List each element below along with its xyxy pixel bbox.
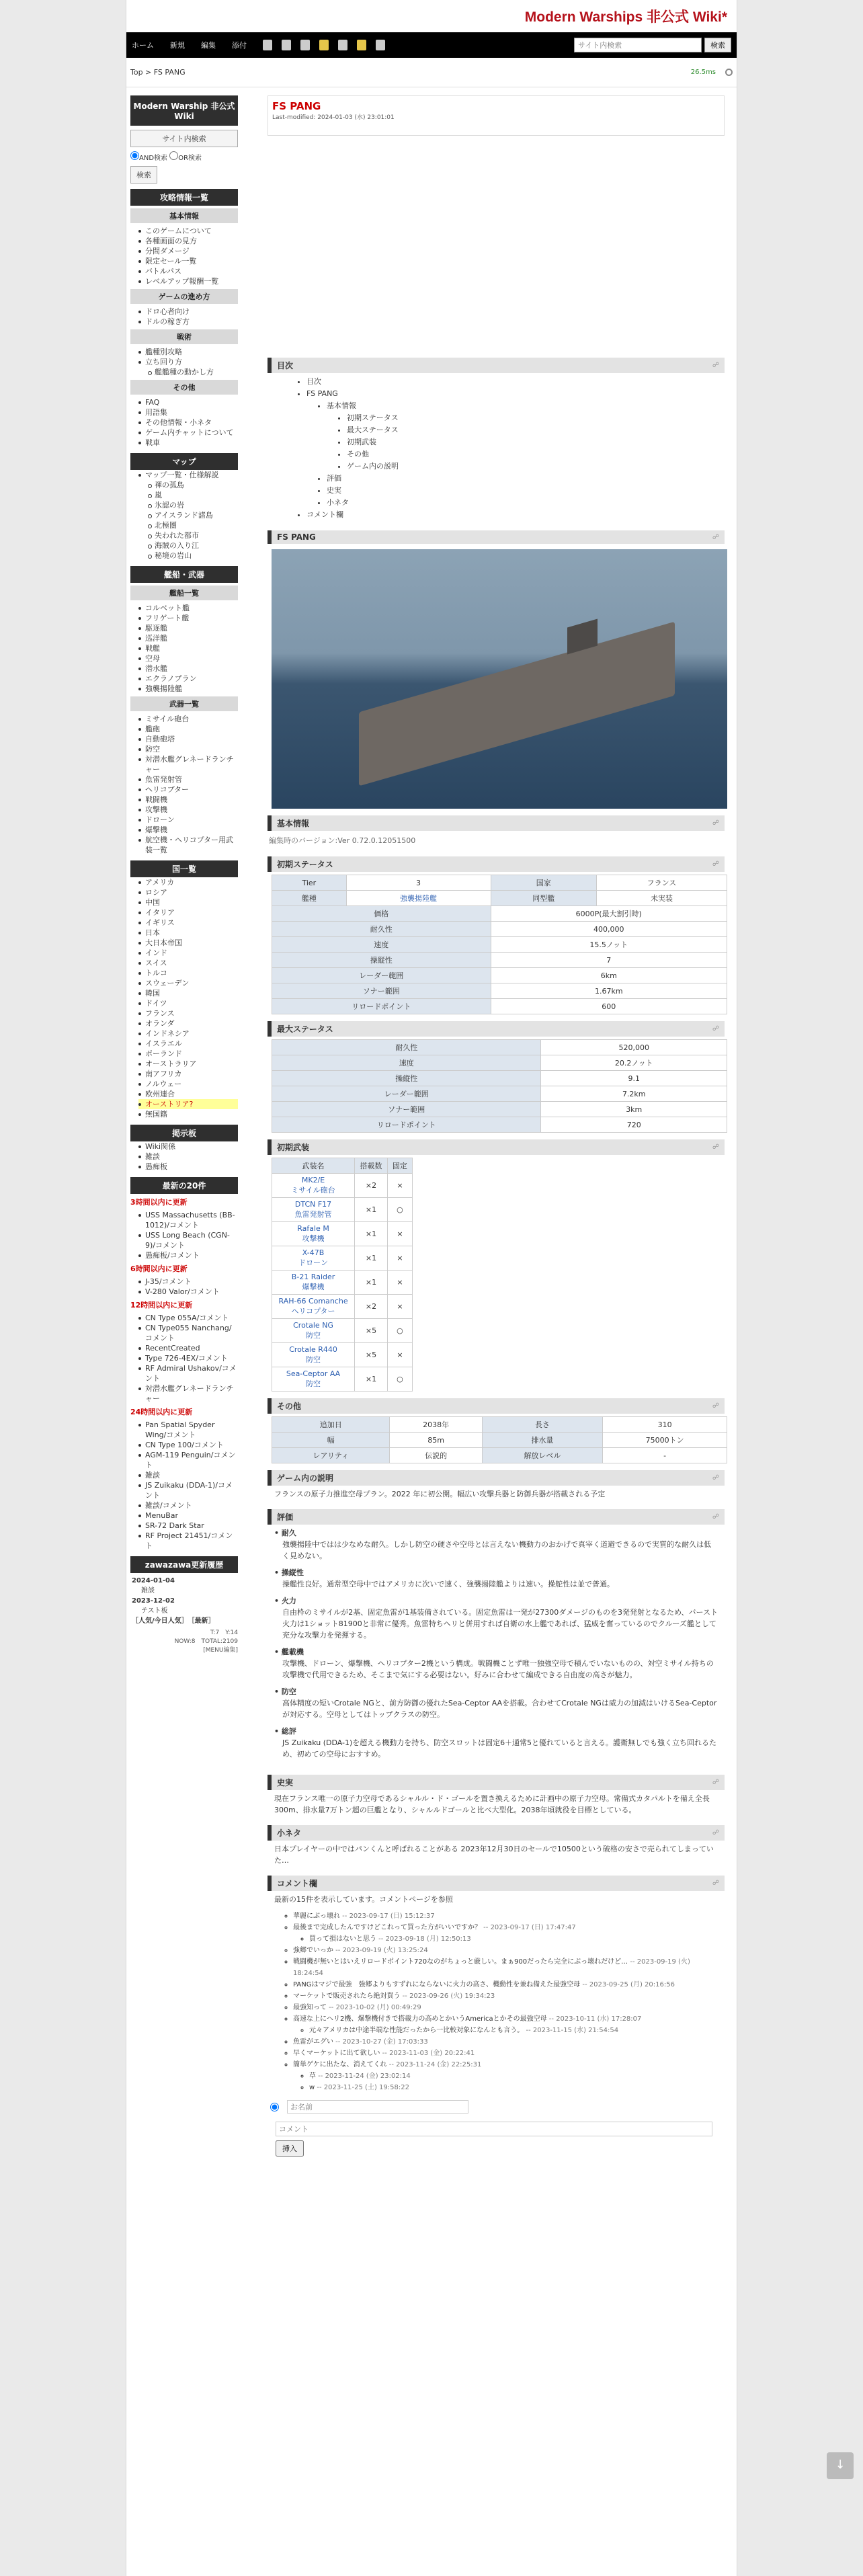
comment-note: 最新の15件を表示しています。コメントページを参照 <box>274 1895 453 1904</box>
section-evaluation: 評価 ☍ <box>268 1509 725 1525</box>
sidebar-link[interactable]: 用語集 <box>138 407 238 417</box>
eval-key: • 総評 <box>274 1727 296 1736</box>
sidebar-link[interactable]: このゲームについて <box>138 226 238 236</box>
weapon-type[interactable]: 魚雷発射管 <box>294 1210 332 1219</box>
recent-link[interactable]: SR-72 Dark Star <box>138 1521 238 1531</box>
sidebar-ship-list <box>130 603 238 694</box>
sidebar-link[interactable]: スウェーデン <box>138 978 238 988</box>
recent-link[interactable]: USS Long Beach (CGN-9)/コメント <box>138 1230 238 1250</box>
search-button[interactable]: 検索 <box>704 38 731 52</box>
recent-link[interactable]: CN Type 100/コメント <box>138 1440 238 1450</box>
sidebar-link[interactable]: Wiki関係 <box>138 1141 238 1152</box>
eval-text: 強襲揚陸中ではは少なめな耐久。しかし防空の硬さや空母とは言えない機動力のおかげで真宰く道避できるので実質的な耐久は低く見めない。 <box>282 1540 711 1560</box>
sidebar-sub-tactics: 戦術 <box>130 329 238 344</box>
armament-row: MK2/E ミサイル砲台 ×2 × <box>272 1174 413 1198</box>
toc-item[interactable]: • 目次 <box>306 376 725 388</box>
zawazawa-list: 2024-01-04 雑談 2023-12-02 テスト板 ［人気/今日人気］ ［最新］ <box>130 1573 238 1629</box>
section-fspang: FS PANG ☍ <box>268 530 725 544</box>
sidebar-link[interactable]: 巡洋艦 <box>138 633 238 643</box>
armament-row: B-21 Raider 爆撃機 ×1 × <box>272 1271 413 1295</box>
sidebar-link[interactable]: イスラエル <box>138 1039 238 1049</box>
sidebar-link[interactable]: 攻撃機 <box>138 805 238 815</box>
anchor-icon[interactable]: ☍ <box>712 1025 719 1033</box>
toc-item[interactable]: • 基本情報 <box>327 400 725 412</box>
eval-key: • 防空 <box>274 1687 296 1696</box>
backup-icon[interactable] <box>319 40 329 50</box>
eval-text: 高体精度の短いCrotale NGと、前方防御の優れたSea-Ceptor AAを搭載。合わせてCrotale NGは威力の加減はいけるSea-Ceptorが対応する。空母としてはトップクラスの防空。 <box>282 1699 717 1719</box>
toc-item[interactable]: • FS PANG <box>306 388 725 400</box>
sidebar-link[interactable]: FAQ <box>138 397 238 407</box>
sidebar-link[interactable]: 航空機・ヘリコプター用武装一覧 <box>138 835 238 855</box>
eval-text: JS Zuikaku (DDA-1)を超える機動力を持ち、防空スロットは固定6＋通常5と優れていると言える。護衛無しでも強く立ち回れるため、初めての空母におすすめ。 <box>282 1738 717 1759</box>
weapon-type[interactable]: 防空 <box>306 1379 321 1388</box>
recent-list-12h <box>130 1313 238 1404</box>
recent-link[interactable]: USS Massachusetts (BB-1012)/コメント <box>138 1210 238 1230</box>
main-content <box>268 95 725 2157</box>
toc-item[interactable]: • 評価 <box>327 473 725 485</box>
page-title: FS PANG <box>272 100 321 112</box>
eval-key: • 火力 <box>274 1597 296 1605</box>
weapon-type[interactable]: 防空 <box>306 1331 321 1340</box>
rename-icon[interactable] <box>282 40 291 50</box>
comment-item: ◦ 強郷でいっか -- 2023-09-19 (火) 13:25:24 <box>293 1945 721 1956</box>
sidebar-link[interactable]: 戦闘機 <box>138 795 238 805</box>
section-initial-status: 初期ステータス ☍ <box>268 856 725 872</box>
sidebar-link-sub[interactable]: アイスランド諸島 <box>148 510 238 520</box>
anchor-icon[interactable]: ☍ <box>712 1143 719 1151</box>
sidebar <box>130 95 238 1655</box>
sidebar-link[interactable]: 日本 <box>138 928 238 938</box>
recent-link[interactable]: Type 726-4EX/コメント <box>138 1353 238 1363</box>
sidebar-heading-ship: 艦船・武器 <box>130 566 238 583</box>
comment-item: ◦ w -- 2023-11-25 (土) 19:58:22 <box>309 2082 721 2093</box>
toc-list <box>268 373 725 524</box>
sidebar-heading-map: マップ <box>130 453 238 470</box>
sidebar-link-sub[interactable]: 北極圏 <box>148 520 238 530</box>
site-header <box>126 0 737 32</box>
comment-input[interactable] <box>276 2122 712 2136</box>
sidebar-heading-recent: 最新の20件 <box>130 1177 238 1194</box>
toc-item[interactable]: • コメント欄 <box>306 509 725 521</box>
recent-link[interactable]: RF Project 21451/コメント <box>138 1531 238 1551</box>
comment-name-input[interactable] <box>287 2100 468 2114</box>
zawazawa-footer[interactable]: ［人気/今日人気］ ［最新］ <box>132 1617 215 1625</box>
recent-link[interactable]: AGM-119 Penguin/コメント <box>138 1450 238 1470</box>
menu-edit-link[interactable]: [MENU編集] <box>203 1647 238 1654</box>
history-text: 現在フランス唯一の原子力空母であるシャルル・ド・ゴールを置き換えるために計画中の原子力空母。常備式カタパルトを備え全長300m、排水量7万トン超の巨艦となり、シャルルドゴールと比べ大型化。2038年頃就役を目標としている。 <box>274 1794 710 1814</box>
sidebar-link[interactable]: フリゲート艦 <box>138 613 238 623</box>
anchor-icon[interactable]: ☍ <box>712 1513 719 1521</box>
sidebar-link[interactable]: フランス <box>138 1008 238 1018</box>
sidebar-link[interactable]: 中国 <box>138 897 238 908</box>
section-basic: 基本情報 ☍ <box>268 815 725 831</box>
recent-link[interactable]: MenuBar <box>138 1511 238 1521</box>
sidebar-link[interactable]: 強襲揚陸艦 <box>138 684 238 694</box>
sidebar-link-sub[interactable]: 失われた都市 <box>148 530 238 540</box>
evaluation-list <box>268 1525 725 1768</box>
comment-item: ◦ PANGはマジで最強 強郷よりもすずれにならないに火力の高さ、機動性を兼ね備えた最強空母 -- 2023-09-25 (月) 20:16:56 <box>293 1979 721 1990</box>
sidebar-link-sub[interactable]: 秘境の岩山 <box>148 551 238 561</box>
sidebar-link[interactable]: 限定セール一覧 <box>138 256 238 266</box>
comment-item: ◦ 買って損はないと思う -- 2023-09-18 (月) 12:50:13 <box>309 1933 721 1945</box>
comment-item: ◦ 戦闘機が無いとはいえリロードポイント720なのがちょっと厳しい。まぁ900だったら完全にぶっ壊れだけど… -- 2023-09-19 (火) 18:24:54 <box>293 1956 721 1979</box>
recent-group-3h: 3時間以内に更新 <box>130 1198 188 1207</box>
anchor-icon[interactable]: ☍ <box>712 1779 719 1786</box>
sidebar-heading-zawazawa: zawazawa更新履歴 <box>130 1556 238 1573</box>
diff-icon[interactable] <box>300 40 310 50</box>
weapon-type[interactable]: ミサイル砲台 <box>291 1186 335 1195</box>
sidebar-link-sub[interactable]: 艦艦種の動かし方 <box>148 367 238 377</box>
sidebar-link[interactable]: ミサイル砲台 <box>138 714 238 724</box>
sidebar-board-list <box>130 1141 238 1172</box>
sidebar-link-sub[interactable]: 褌の孤島 <box>148 480 238 490</box>
sidebar-game-list <box>130 307 238 327</box>
armament-row: RAH-66 Comanche ヘリコプター ×2 × <box>272 1295 413 1319</box>
sidebar-sub-game: ゲームの進め方 <box>130 289 238 304</box>
weapon-name[interactable]: Sea-Ceptor AA <box>286 1369 341 1378</box>
anchor-icon[interactable]: ☍ <box>712 533 719 541</box>
zawazawa-link[interactable]: 雑談 <box>141 1587 155 1595</box>
page-wrapper <box>126 0 737 2576</box>
search-input[interactable] <box>574 38 702 52</box>
weapon-name[interactable]: B-21 Raider <box>291 1273 335 1281</box>
recent-link[interactable]: RecentCreated <box>138 1343 238 1353</box>
sidebar-link[interactable]: 対潜水艦グレネードランチャー <box>138 754 238 774</box>
other-table: 追加日 2038年 長さ 310 幅 85m 排水量 75000トン レアリティ 伝説的 解放レベル - <box>272 1416 727 1463</box>
title-box <box>268 95 725 136</box>
eval-key: • 艦載機 <box>274 1648 304 1656</box>
weapon-name[interactable]: DTCN F17 <box>294 1200 332 1209</box>
comment-item: ◦ 最強知って -- 2023-10-02 (月) 00:49:29 <box>293 2002 721 2013</box>
comment-item: ◦ 元々アメリカは中途半端な性能だったから一比較対象になんとも言う。 -- 2023-11-15 (水) 21:54:54 <box>309 2025 721 2036</box>
recent-link[interactable]: Pan Spatial Spyder Wing/コメント <box>138 1420 238 1440</box>
weapon-name[interactable]: Crotale NG <box>293 1321 333 1330</box>
search-mode: AND検索 OR検索 <box>130 151 238 162</box>
sidebar-link[interactable]: イタリア <box>138 908 238 918</box>
recent-link[interactable]: CN Type055 Nanchang/コメント <box>138 1323 238 1343</box>
eval-text: 操艦性良好。通常型空母中ではアメリカに次いで速く、強襲揚陸艦よりは速い。操舵性は並で普通。 <box>282 1580 615 1588</box>
weapon-name[interactable]: X-47B <box>302 1248 325 1257</box>
sidebar-link[interactable]: インドネシア <box>138 1029 238 1039</box>
recent-list-24h <box>130 1420 238 1551</box>
eval-key: • 耐久 <box>274 1529 296 1537</box>
section-history: 史実 ☍ <box>268 1775 725 1790</box>
sidebar-title: Modern Warship 非公式 Wiki <box>130 95 238 126</box>
sidebar-link[interactable]: 戦車 <box>138 438 238 448</box>
comment-item: ◦ 簡単ゲケに出たな、消えてくれ -- 2023-11-24 (金) 22:25:31 <box>293 2059 721 2070</box>
recent-link[interactable]: 対潜水艦グレネードランチャー <box>138 1383 238 1404</box>
sidebar-nation-list <box>130 877 238 1119</box>
sidebar-sub-etc: その他 <box>130 380 238 395</box>
nav-home[interactable]: ホーム <box>132 41 154 50</box>
breadcrumb[interactable]: Top > FS PANG <box>130 68 186 77</box>
recent-link[interactable]: 雑談/コメント <box>138 1500 238 1511</box>
section-trivia: 小ネタ ☍ <box>268 1825 725 1841</box>
comment-item: ◦ 高速な上にヘリ2機、爆撃機付きで搭載力の高めとかいうAmericaとかその最強空母 -- 2023-10-11 (水) 17:28:07 <box>293 2013 721 2025</box>
sidebar-heading-attack: 攻略情報一覧 <box>130 189 238 206</box>
max-status-table: 耐久性 520,000 速度 20.2ノット 操縦性 9.1 レーダー範囲 7.2km ソナー範囲 3km リロードポイント 720 <box>272 1039 727 1133</box>
sidebar-link[interactable]: ポーランド <box>138 1049 238 1059</box>
sidebar-link[interactable]: 欧州連合 <box>138 1089 238 1099</box>
render-time: 26.5ms <box>690 69 716 76</box>
sidebar-link[interactable]: ドロ心者向け <box>138 307 238 317</box>
recent-group-6h: 6時間以内に更新 <box>130 1264 188 1273</box>
sidebar-link[interactable]: 各種画面の見方 <box>138 236 238 246</box>
armament-row: X-47B ドローン ×1 × <box>272 1246 413 1271</box>
sidebar-link[interactable]: エクラノプラン <box>138 674 238 684</box>
sidebar-link[interactable]: 雑談 <box>138 1152 238 1162</box>
weapon-name[interactable]: Rafale M <box>297 1224 329 1233</box>
section-description: ゲーム内の説明 ☍ <box>268 1470 725 1486</box>
sidebar-link[interactable]: アメリカ <box>138 877 238 887</box>
comment-submit-button[interactable]: 挿入 <box>276 2140 304 2157</box>
sidebar-link[interactable]: コルベット艦 <box>138 603 238 613</box>
zawazawa-link[interactable]: テスト板 <box>141 1607 168 1615</box>
sidebar-sub-shiplist: 艦船一覧 <box>130 586 238 600</box>
sidebar-link[interactable]: 立ち回り方 <box>138 357 238 367</box>
weapon-name[interactable]: RAH-66 Comanche <box>278 1297 348 1305</box>
anchor-icon[interactable]: ☍ <box>712 1402 719 1410</box>
sidebar-link[interactable]: 大日本帝国 <box>138 938 238 948</box>
comment-item: ◦ 華麗にぶっ壊れ -- 2023-09-17 (日) 15:12:37 <box>293 1910 721 1922</box>
recent-link[interactable]: 愚痴板/コメント <box>138 1250 238 1260</box>
toc-item[interactable]: • ゲーム内の説明 <box>347 460 725 473</box>
version-note: 編集時のバージョン:Ver 0.72.0.120515​00 <box>269 836 416 845</box>
sidebar-link-sub[interactable]: 嵐 <box>148 490 238 500</box>
sidebar-link[interactable]: ヘリコプター <box>138 784 238 795</box>
sidebar-link[interactable]: 艦種別攻略 <box>138 347 238 357</box>
sidebar-basic-list <box>130 226 238 286</box>
site-title[interactable]: Modern Warships 非公式 Wiki* <box>524 9 727 25</box>
sidebar-link[interactable]: 無国籍 <box>138 1109 238 1119</box>
eval-text: 攻撃機、ドローン、爆撃機、ヘリコプター2機という構成。戦闘機ことず唯一独強空母で積んでいないものの、対空ミサイル持ちの攻撃機で代用できるため、そこまで気にする必要はない。好みに合わせて編成できる自由度の高さが魅力。 <box>282 1659 714 1679</box>
section-toc: 目次 ☍ <box>268 358 725 373</box>
sidebar-link[interactable]: ゲーム内チャットについて <box>138 428 238 438</box>
anchor-icon[interactable]: ☍ <box>712 362 719 369</box>
recent-link[interactable]: JS Zuikaku (DDA-1)/コメント <box>138 1480 238 1500</box>
help-icon[interactable] <box>376 40 385 50</box>
anchor-icon[interactable]: ☍ <box>712 819 719 827</box>
sidebar-link[interactable]: オランダ <box>138 1018 238 1029</box>
sidebar-link[interactable]: 愚痴板 <box>138 1162 238 1172</box>
weapon-name[interactable]: MK2/E <box>301 1176 325 1184</box>
sidebar-link-sub[interactable]: 氷認の岩 <box>148 500 238 510</box>
recent-link[interactable]: V-280 Valor/コメント <box>138 1287 238 1297</box>
sidebar-link[interactable]: レベルアップ報酬一覧 <box>138 276 238 286</box>
recent-link[interactable]: RF Admiral Ushakov/コメント <box>138 1363 238 1383</box>
armament-row: DTCN F17 魚雷発射管 ×1 ○ <box>272 1198 413 1222</box>
eval-key: • 操縦性 <box>274 1568 304 1577</box>
sidebar-link[interactable]: その他情報・小ネタ <box>138 417 238 428</box>
comment-item: ◦ 魚雷がエグい -- 2023-10-27 (金) 17:03:33 <box>293 2036 721 2048</box>
sidebar-weapon-list <box>130 714 238 855</box>
sidebar-link[interactable]: 分間ダメージ <box>138 246 238 256</box>
sidebar-link[interactable]: ノルウェー <box>138 1079 238 1089</box>
recent-group-12h: 12時間以内に更新 <box>130 1301 193 1310</box>
sidebar-link[interactable]: 戦艦 <box>138 643 238 653</box>
sidebar-link[interactable]: バトルパス <box>138 266 238 276</box>
sidebar-etc-list <box>130 397 238 448</box>
top-navbar <box>126 32 737 58</box>
sidebar-link[interactable]: 駆逐艦 <box>138 623 238 633</box>
recent-link[interactable]: CN Type 055A/コメント <box>138 1313 238 1323</box>
name-radio[interactable] <box>270 2103 279 2111</box>
sidebar-map-list <box>130 470 238 561</box>
toc-item[interactable]: • 史実 <box>327 485 725 497</box>
sidebar-link[interactable]: 韓国 <box>138 988 238 998</box>
toc-item[interactable]: • 小ネタ <box>327 497 725 509</box>
anchor-icon[interactable]: ☍ <box>712 1474 719 1482</box>
sidebar-link[interactable]: ドイツ <box>138 998 238 1008</box>
sidebar-link-sub[interactable]: 海賊の入り江 <box>148 540 238 551</box>
sidebar-link[interactable]: インド <box>138 948 238 958</box>
weapon-type[interactable]: 攻撃機 <box>302 1234 325 1243</box>
comment-name-row <box>270 2096 725 2118</box>
sidebar-heading-nation: 国一覧 <box>130 860 238 877</box>
sidebar-link[interactable]: ドルの稼ぎ方 <box>138 317 238 327</box>
toc-item[interactable]: • その他 <box>347 448 725 460</box>
sidebar-link[interactable]: オーストリア? <box>138 1099 238 1109</box>
initial-status-table: Tier 3 国家 フランス 艦種 強襲揚陸艦 同型艦 未実装 価格 6000P(最大割引時) 耐久性 400,000 速度 15.5ノット 操縦性 7 レーダー範囲 6km ソナー範囲 1.67km リロードポイント 600 <box>272 875 727 1014</box>
ad-space <box>268 136 725 351</box>
trivia-text: 日本プレイヤーの中ではパンくんと呼ばれることがある 2023年12月30日のセールで10500という破格の安さで売られてしまっていた… <box>274 1845 714 1865</box>
counter: T:7 Y:14 NOW:8 TOTAL:2109 [MENU編集] <box>130 1629 238 1655</box>
comment-item: ◦ マーケットで販売されたら絶対買う -- 2023-09-26 (火) 19:34:23 <box>293 1990 721 2002</box>
sidebar-link[interactable]: 自動砲塔 <box>138 734 238 744</box>
armament-row: Crotale R440 防空 ×5 × <box>272 1343 413 1367</box>
section-armament: 初期武装 ☍ <box>268 1139 725 1155</box>
sidebar-heading-board: 掲示板 <box>130 1125 238 1141</box>
comment-item: ◦ 早くマーケットに出て欲しい -- 2023-11-03 (金) 20:22:41 <box>293 2048 721 2059</box>
sidebar-sub-weapon: 武器一覧 <box>130 696 238 711</box>
weapon-type[interactable]: 防空 <box>306 1355 321 1364</box>
sidebar-link[interactable]: マップ一覧・仕様解説 <box>138 470 238 480</box>
breadcrumb-bar <box>126 58 737 87</box>
page-up-button[interactable]: ↓ <box>827 2452 854 2479</box>
eval-text: 自由枠のミサイルが2基、固定魚雷が1基装備されている。固定魚雷は一発が27300ダメージのものを3発発射となるため、バースト火力は1ショット81900と非常に優秀。魚雷特ちヘリと併用すれば自衛の水上艦であれば、猛威を奮っているのでクルーズ艦として充分な攻撃力を発揮する。 <box>282 1608 718 1640</box>
armament-row: Crotale NG 防空 ×5 ○ <box>272 1319 413 1343</box>
comment-item: ◦ 草 -- 2023-11-24 (金) 23:02:14 <box>309 2070 721 2082</box>
weapon-type[interactable]: ヘリコプター <box>291 1307 335 1316</box>
recent-icon[interactable] <box>357 40 366 50</box>
sidebar-search-button[interactable]: サイト内検索 <box>130 130 238 147</box>
or-radio[interactable] <box>169 151 178 160</box>
copy-icon[interactable] <box>263 40 272 50</box>
toc-item[interactable]: • 最大ステータス <box>347 424 725 436</box>
ship-image <box>272 549 727 809</box>
recent-list-6h <box>130 1277 238 1297</box>
nav-attach[interactable]: 添付 <box>232 41 247 50</box>
sidebar-link[interactable]: オーストラリア <box>138 1059 238 1069</box>
armament-row: Sea-Ceptor AA 防空 ×1 ○ <box>272 1367 413 1392</box>
nav-new[interactable]: 新規 <box>170 41 185 50</box>
sidebar-link[interactable]: イギリス <box>138 918 238 928</box>
weapon-name[interactable]: Crotale R440 <box>289 1345 337 1354</box>
recent-group-24h: 24時間以内に更新 <box>130 1408 193 1416</box>
section-comments: コメント欄 ☍ <box>268 1876 725 1891</box>
armament-table: 武装名 搭載数 固定 MK2/E ミサイル砲台 ×2 × DTCN F17 魚雷発射管 ×1 ○ Rafale M 攻撃機 ×1 × X-47B ドローン ×1 × B-21 Raider 爆撃機 ×1 × RAH-66 Comanche ヘリコプター ×2 × Crotale NG 防空 ×5 ○ Crotale R440 防空 ×5 × Sea-Ceptor AA 防空 ×1 ○ <box>272 1158 413 1392</box>
anchor-icon[interactable]: ☍ <box>712 1880 719 1887</box>
section-max-status: 最大ステータス ☍ <box>268 1021 725 1037</box>
last-modified: Last-modified: 2024-01-03 (水) 23:01:01 <box>272 114 395 121</box>
nav-edit[interactable]: 編集 <box>201 41 216 50</box>
sidebar-go-button[interactable]: 検索 <box>130 166 157 184</box>
weapon-type[interactable]: ドローン <box>298 1258 328 1267</box>
comment-item: ◦ 最後まで完成したんですけどこれって買った方がいいですか？ -- 2023-09-17 (日) 17:47:47 <box>293 1922 721 1933</box>
section-other: その他 ☍ <box>268 1398 725 1414</box>
sidebar-link[interactable]: 艦砲 <box>138 724 238 734</box>
comment-list <box>268 1908 725 2096</box>
armament-row: Rafale M 攻撃機 ×1 × <box>272 1222 413 1246</box>
sidebar-link[interactable]: 南アフリカ <box>138 1069 238 1079</box>
sidebar-link[interactable]: ドローン <box>138 815 238 825</box>
sidebar-link[interactable]: ロシア <box>138 887 238 897</box>
sidebar-link[interactable]: 潜水艦 <box>138 663 238 674</box>
recent-list-3h <box>130 1210 238 1260</box>
sidebar-link[interactable]: スイス <box>138 958 238 968</box>
sidebar-link[interactable]: 魚雷発射管 <box>138 774 238 784</box>
sidebar-sub-basic: 基本情報 <box>130 208 238 223</box>
description-text: フランスの原子力推進空母プラン。2022 年に初公開。幅広い攻撃兵器と防御兵器が搭載される予定 <box>274 1490 606 1498</box>
and-radio[interactable] <box>130 151 139 160</box>
sidebar-link[interactable]: 爆撃機 <box>138 825 238 835</box>
toc-item[interactable]: • 初期ステータス <box>347 412 725 424</box>
recent-link[interactable]: J-35/コメント <box>138 1277 238 1287</box>
sidebar-tactics-list <box>130 347 238 377</box>
sidebar-link[interactable]: トルコ <box>138 968 238 978</box>
anchor-icon[interactable]: ☍ <box>712 860 719 868</box>
gear-icon[interactable] <box>725 69 733 76</box>
sidebar-link[interactable]: 空母 <box>138 653 238 663</box>
weapon-type[interactable]: 爆撃機 <box>302 1283 325 1291</box>
recent-link[interactable]: 雑談 <box>138 1470 238 1480</box>
list-icon[interactable] <box>338 40 347 50</box>
sidebar-link[interactable]: 防空 <box>138 744 238 754</box>
toc-item[interactable]: • 初期武装 <box>347 436 725 448</box>
anchor-icon[interactable]: ☍ <box>712 1829 719 1837</box>
